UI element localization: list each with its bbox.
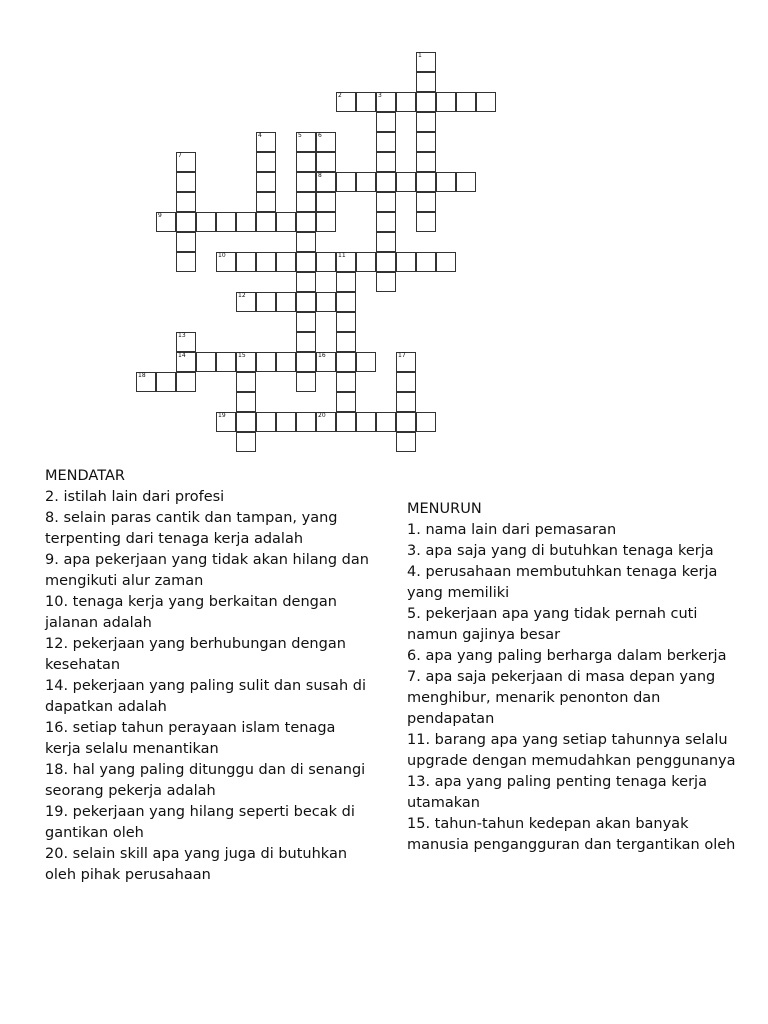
across-clue: 8. selain paras cantik dan tampan, yang terpenting dari tenaga kerja adalah [45, 510, 338, 547]
crossword-cell[interactable] [236, 392, 256, 412]
crossword-cell[interactable] [176, 172, 196, 192]
across-clue: 10. tenaga kerja yang berkaitan dengan jalanan adalah [45, 594, 337, 631]
crossword-cell[interactable] [396, 352, 416, 372]
crossword-cell[interactable] [176, 232, 196, 252]
crossword-cell[interactable] [176, 372, 196, 392]
clue-number: 8 [318, 172, 322, 179]
crossword-cell[interactable] [296, 172, 316, 192]
clue-number: 19 [218, 412, 226, 419]
crossword-cell[interactable] [376, 272, 396, 292]
crossword-cell[interactable] [276, 252, 296, 272]
crossword-cell[interactable] [236, 252, 256, 272]
across-clue: 9. apa pekerjaan yang tidak akan hilang dan mengikuti alur zaman [45, 552, 369, 589]
crossword-cell[interactable] [296, 352, 316, 372]
down-clue: 11. barang apa yang setiap tahunnya selalu upgrade dengan memudahkan penggunanya [407, 732, 736, 769]
crossword-cell[interactable] [396, 252, 416, 272]
crossword-cell[interactable] [396, 432, 416, 452]
crossword-cell[interactable] [196, 352, 216, 372]
clue-number: 1 [418, 52, 422, 59]
crossword-cell[interactable] [416, 112, 436, 132]
crossword-cell[interactable] [396, 92, 416, 112]
crossword-cell[interactable] [276, 212, 296, 232]
crossword-cell[interactable] [176, 352, 196, 372]
crossword-cell[interactable] [376, 152, 396, 172]
crossword-cell[interactable] [256, 172, 276, 192]
clue-number: 3 [378, 92, 382, 99]
crossword-cell[interactable] [336, 352, 356, 372]
clue-number: 17 [398, 352, 406, 359]
crossword-cell[interactable] [416, 252, 436, 272]
crossword-cell[interactable] [376, 92, 396, 112]
crossword-cell[interactable] [376, 212, 396, 232]
crossword-cell[interactable] [236, 292, 256, 312]
crossword-cell[interactable] [356, 252, 376, 272]
crossword-cell[interactable] [236, 212, 256, 232]
crossword-cell[interactable] [316, 292, 336, 312]
crossword-cell[interactable] [276, 412, 296, 432]
crossword-cell[interactable] [216, 212, 236, 232]
crossword-cell[interactable] [296, 312, 316, 332]
crossword-cell[interactable] [156, 372, 176, 392]
crossword-cell[interactable] [396, 372, 416, 392]
crossword-cell[interactable] [396, 412, 416, 432]
crossword-cell[interactable] [256, 212, 276, 232]
crossword-cell[interactable] [156, 212, 176, 232]
across-clue: 2. istilah lain dari profesi [45, 489, 225, 505]
crossword-cell[interactable] [176, 332, 196, 352]
crossword-cell[interactable] [316, 352, 336, 372]
crossword-cell[interactable] [216, 412, 236, 432]
crossword-cell[interactable] [296, 232, 316, 252]
crossword-cell[interactable] [436, 92, 456, 112]
crossword-cell[interactable] [256, 292, 276, 312]
crossword-cell[interactable] [436, 172, 456, 192]
crossword-cell[interactable] [336, 292, 356, 312]
crossword-cell[interactable] [236, 352, 256, 372]
crossword-cell[interactable] [316, 192, 336, 212]
crossword-cell[interactable] [356, 172, 376, 192]
crossword-cell[interactable] [376, 412, 396, 432]
crossword-cell[interactable] [316, 212, 336, 232]
down-clue: 3. apa saja yang di butuhkan tenaga kerja [407, 543, 714, 559]
crossword-cell[interactable] [316, 152, 336, 172]
crossword-cell[interactable] [316, 412, 336, 432]
clue-number: 7 [178, 152, 182, 159]
crossword-cell[interactable] [416, 412, 436, 432]
across-clue: 16. setiap tahun perayaan islam tenaga kerja selalu menantikan [45, 720, 336, 757]
crossword-cell[interactable] [376, 232, 396, 252]
across-clue: 19. pekerjaan yang hilang seperti becak di gantikan oleh [45, 804, 355, 841]
crossword-cell[interactable] [296, 152, 316, 172]
clue-number: 4 [258, 132, 262, 139]
crossword-cell[interactable] [256, 412, 276, 432]
crossword-grid [0, 0, 768, 470]
crossword-cell[interactable] [296, 372, 316, 392]
crossword-cell[interactable] [296, 252, 316, 272]
crossword-cell[interactable] [356, 92, 376, 112]
crossword-cell[interactable] [216, 352, 236, 372]
crossword-cell[interactable] [196, 212, 216, 232]
crossword-cell[interactable] [336, 372, 356, 392]
crossword-cell[interactable] [336, 332, 356, 352]
down-clue: 7. apa saja pekerjaan di masa depan yang menghibur, menarik penonton dan pendapatan [407, 669, 716, 727]
clue-number: 13 [178, 332, 186, 339]
clue-number: 6 [318, 132, 322, 139]
crossword-cell[interactable] [236, 372, 256, 392]
crossword-cell[interactable] [176, 152, 196, 172]
crossword-cell[interactable] [276, 352, 296, 372]
crossword-cell[interactable] [396, 392, 416, 412]
crossword-cell[interactable] [376, 252, 396, 272]
down-clues [407, 499, 737, 856]
across-clue: 14. pekerjaan yang paling sulit dan susah di dapatkan adalah [45, 678, 366, 715]
crossword-cell[interactable] [296, 132, 316, 152]
down-clue: 5. pekerjaan apa yang tidak pernah cuti namun gajinya besar [407, 606, 698, 643]
crossword-cell[interactable] [296, 332, 316, 352]
crossword-cell[interactable] [256, 252, 276, 272]
clue-number: 16 [318, 352, 326, 359]
crossword-cell[interactable] [416, 212, 436, 232]
crossword-cell[interactable] [296, 292, 316, 312]
crossword-cell[interactable] [236, 432, 256, 452]
crossword-cell[interactable] [416, 52, 436, 72]
crossword-cell[interactable] [416, 152, 436, 172]
crossword-cell[interactable] [416, 72, 436, 92]
crossword-cell[interactable] [316, 252, 336, 272]
clue-number: 12 [238, 292, 246, 299]
down-clue: 15. tahun-tahun kedepan akan banyak manusia pengangguran dan tergantikan oleh [407, 816, 736, 853]
crossword-cell[interactable] [276, 292, 296, 312]
down-clue: 13. apa yang paling penting tenaga kerja utamakan [407, 774, 707, 811]
crossword-cell[interactable] [256, 152, 276, 172]
crossword-cell[interactable] [416, 192, 436, 212]
crossword-cell[interactable] [296, 212, 316, 232]
across-clues [45, 466, 375, 886]
crossword-cell[interactable] [336, 272, 356, 292]
down-clue: 4. perusahaan membutuhkan tenaga kerja yang memiliki [407, 564, 718, 601]
crossword-cell[interactable] [336, 92, 356, 112]
clue-number: 5 [298, 132, 302, 139]
crossword-cell[interactable] [476, 92, 496, 112]
crossword-cell[interactable] [176, 192, 196, 212]
down-heading: MENURUN [407, 501, 482, 517]
crossword-cell[interactable] [356, 412, 376, 432]
crossword-cell[interactable] [316, 132, 336, 152]
crossword-cell[interactable] [336, 172, 356, 192]
crossword-cell[interactable] [396, 172, 416, 192]
crossword-cell[interactable] [436, 252, 456, 272]
across-heading: MENDATAR [45, 468, 125, 484]
across-clue: 20. selain skill apa yang juga di butuhkan oleh pihak perusahaan [45, 846, 348, 883]
clue-number: 14 [178, 352, 186, 359]
crossword-cell[interactable] [176, 212, 196, 232]
clue-number: 10 [218, 252, 226, 259]
crossword-cell[interactable] [456, 172, 476, 192]
crossword-cell[interactable] [376, 112, 396, 132]
crossword-cell[interactable] [356, 352, 376, 372]
crossword-cell[interactable] [376, 192, 396, 212]
crossword-cell[interactable] [316, 172, 336, 192]
across-clue: 18. hal yang paling ditunggu dan di senangi seorang pekerja adalah [45, 762, 366, 799]
clue-number: 11 [338, 252, 346, 259]
crossword-cell[interactable] [336, 252, 356, 272]
down-clue: 6. apa yang paling berharga dalam berkerja [407, 648, 727, 664]
crossword-cell[interactable] [216, 252, 236, 272]
down-clue: 1. nama lain dari pemasaran [407, 522, 617, 538]
clue-number: 20 [318, 412, 326, 419]
crossword-cell[interactable] [416, 172, 436, 192]
crossword-cell[interactable] [176, 252, 196, 272]
crossword-cell[interactable] [256, 192, 276, 212]
crossword-cell[interactable] [456, 92, 476, 112]
clue-number: 2 [338, 92, 342, 99]
crossword-cell[interactable] [236, 412, 256, 432]
crossword-cell[interactable] [416, 132, 436, 152]
crossword-cell[interactable] [296, 192, 316, 212]
crossword-cell[interactable] [336, 392, 356, 412]
crossword-cell[interactable] [336, 412, 356, 432]
crossword-cell[interactable] [296, 412, 316, 432]
crossword-cell[interactable] [296, 272, 316, 292]
crossword-cell[interactable] [376, 132, 396, 152]
clue-number: 15 [238, 352, 246, 359]
crossword-cell[interactable] [416, 92, 436, 112]
across-clue: 12. pekerjaan yang berhubungan dengan kesehatan [45, 636, 346, 673]
crossword-cell[interactable] [256, 352, 276, 372]
crossword-cell[interactable] [256, 132, 276, 152]
clue-number: 9 [158, 212, 162, 219]
crossword-cell[interactable] [136, 372, 156, 392]
clue-number: 18 [138, 372, 146, 379]
crossword-cell[interactable] [376, 172, 396, 192]
crossword-cell[interactable] [336, 312, 356, 332]
